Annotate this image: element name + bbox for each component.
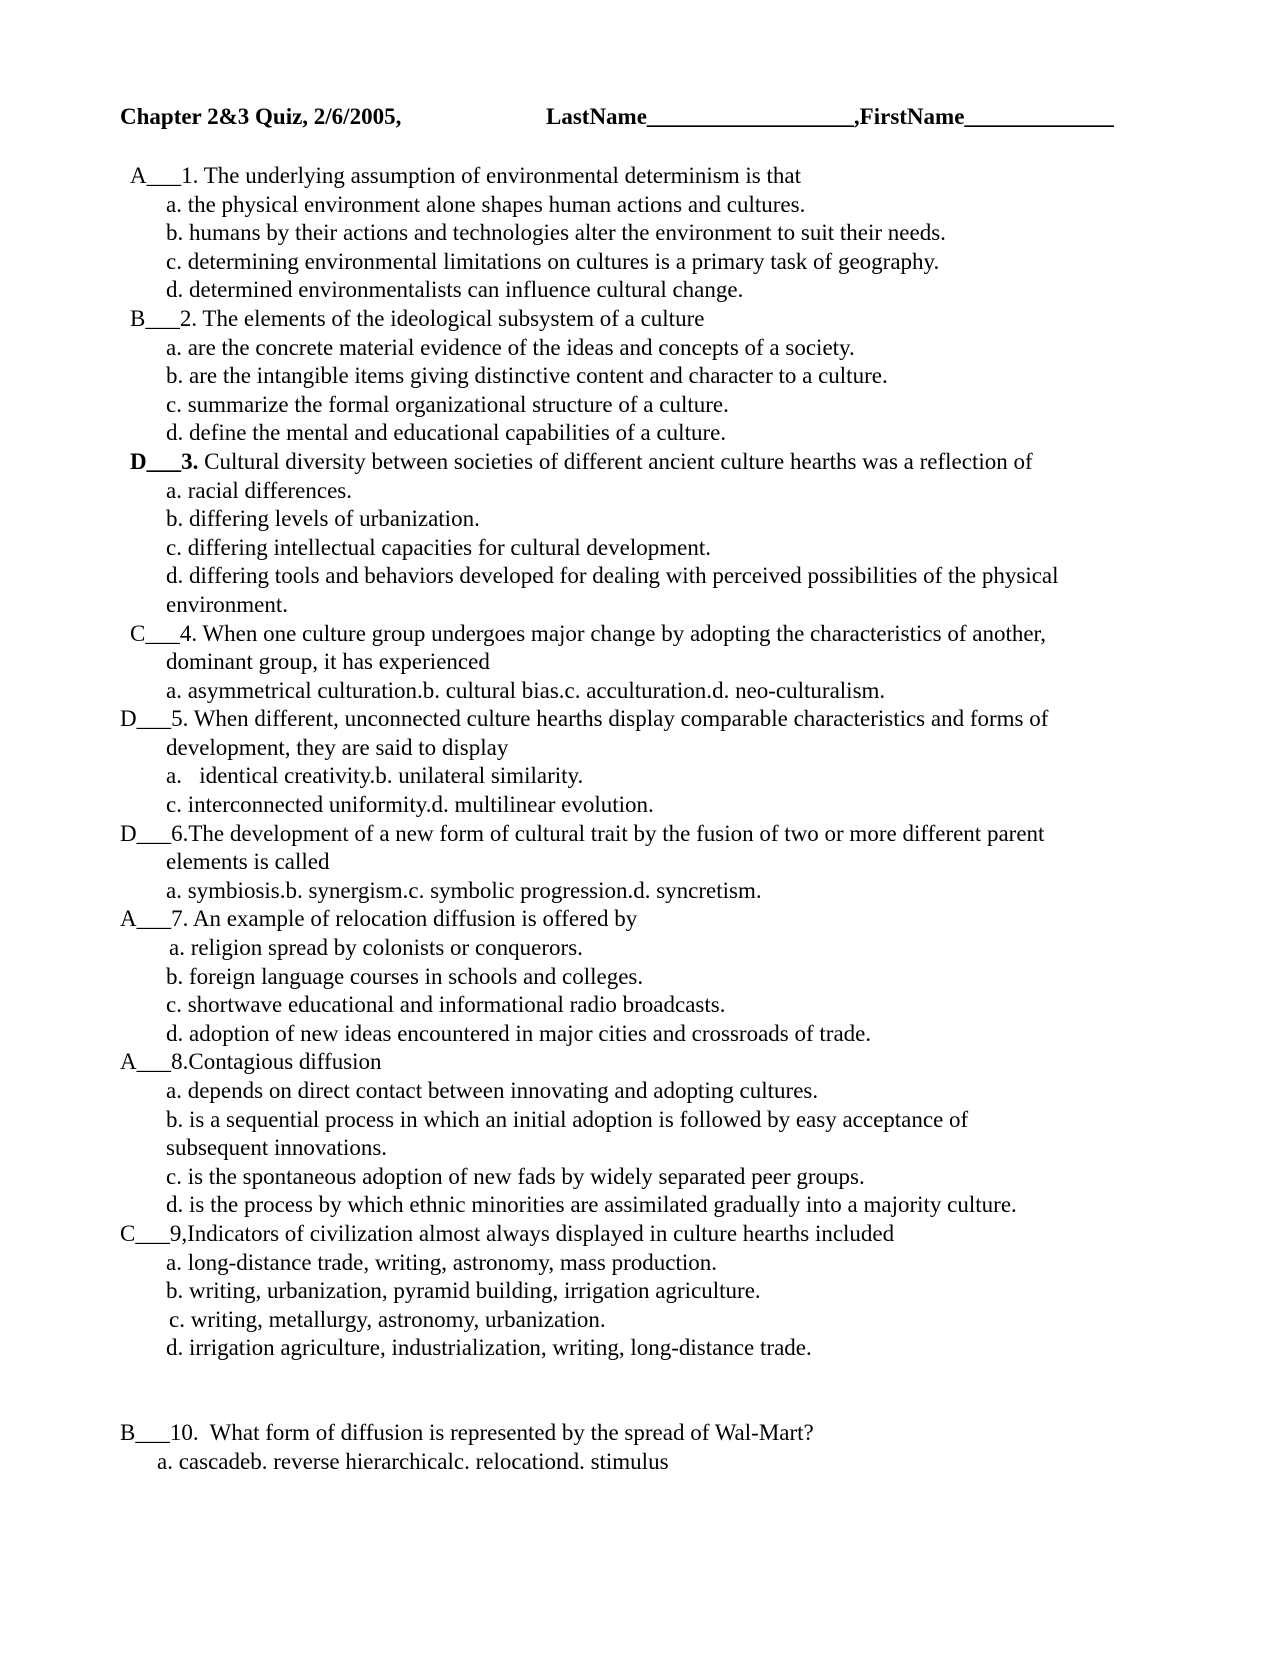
question-stem-continuation: dominant group, it has experienced (166, 649, 490, 675)
option: d. irrigation agriculture, industrialization, writing, long-distance trade. (166, 1335, 812, 1361)
question-text: 5. When different, unconnected culture hearths display comparable characteristics and forms of (171, 706, 1049, 732)
question-stem (120, 162, 1200, 191)
question-9 (120, 1220, 1200, 1363)
question-3 (120, 448, 1200, 620)
option: c. acculturation. (564, 677, 713, 703)
option: a. symbiosis. (166, 877, 286, 903)
option: a. religion spread by colonists or conquerors. (169, 935, 583, 961)
option: a. the physical environment alone shapes human actions and cultures. (166, 191, 806, 217)
question-5 (120, 705, 1200, 819)
question-stem (120, 448, 1200, 477)
option: b. synergism. (285, 877, 409, 903)
option-row (120, 762, 1200, 791)
answer-mark: D___ (120, 820, 172, 846)
option: b. unilateral similarity. (375, 763, 584, 789)
option-row (120, 877, 1200, 906)
option: c. shortwave educational and informational radio broadcasts. (166, 992, 726, 1018)
question-text: 4. When one culture group undergoes major change by adopting the characteristics of another, (179, 620, 1047, 646)
option-row (120, 791, 1200, 820)
answer-mark: A___ (120, 906, 172, 932)
option: b. foreign language courses in schools and colleges. (166, 963, 644, 989)
option: c. writing, metallurgy, astronomy, urbanization. (169, 1306, 606, 1332)
question-text: 9,Indicators of civilization almost always displayed in culture hearths included (169, 1220, 895, 1246)
option-continuation: environment. (166, 591, 288, 617)
option: d. determined environmentalists can influence cultural change. (166, 277, 744, 303)
question-10 (120, 1419, 1200, 1476)
answer-mark: D___ (120, 706, 172, 732)
answer-mark: B___ (130, 305, 180, 331)
question-7 (120, 905, 1200, 1048)
option: a. cascade (157, 1448, 251, 1474)
quiz-title: Chapter 2&3 Quiz, 2/6/2005, (120, 104, 402, 129)
question-stem (120, 1220, 1200, 1249)
option: c. is the spontaneous adoption of new fads by widely separated peer groups. (166, 1163, 865, 1189)
question-8 (120, 1048, 1200, 1220)
question-6 (120, 820, 1200, 906)
question-stem (120, 1048, 1200, 1077)
option: c. determining environmental limitations on cultures is a primary task of geography. (166, 248, 940, 274)
question-stem-continuation: development, they are said to display (166, 734, 509, 760)
option: b. is a sequential process in which an initial adoption is followed by easy acceptance of (166, 1106, 969, 1132)
answer-mark: B___ (120, 1419, 170, 1445)
question-text: 2. The elements of the ideological subsystem of a culture (179, 305, 705, 331)
option: b. writing, urbanization, pyramid building, irrigation agriculture. (166, 1278, 761, 1304)
option: b. cultural bias. (422, 677, 565, 703)
option: d. syncretism. (633, 877, 762, 903)
option: d. neo-culturalism. (712, 677, 886, 703)
option-row (120, 677, 1200, 706)
question-text: 8.Contagious diffusion (171, 1049, 382, 1075)
answer-mark: A___ (120, 1049, 172, 1075)
option: c. differing intellectual capacities for cultural development. (166, 534, 711, 560)
option: d. differing tools and behaviors developed for dealing with perceived possibilities of the physical (166, 563, 1059, 589)
option: a. racial differences. (166, 477, 353, 503)
question-list (120, 162, 1200, 1476)
question-number: 3. (181, 448, 199, 474)
option: d. adoption of new ideas encountered in major cities and crossroads of trade. (166, 1020, 872, 1046)
question-text: 6.The development of a new form of cultural trait by the fusion of two or more different parent (171, 820, 1045, 846)
question-stem (120, 905, 1200, 934)
question-stem (120, 1419, 1200, 1448)
question-1 (120, 162, 1200, 305)
question-stem (120, 620, 1200, 649)
option: a. are the concrete material evidence of the ideas and concepts of a society. (166, 334, 855, 360)
blank-space (120, 1363, 1200, 1419)
option: a. asymmetrical culturation. (166, 677, 423, 703)
option: b. reverse hierarchical (250, 1448, 454, 1474)
option: c. symbolic progression. (408, 877, 634, 903)
answer-mark: A___ (130, 163, 182, 188)
answer-mark: D___ (130, 448, 182, 474)
option-continuation: subsequent innovations. (166, 1135, 388, 1161)
option: d. is the process by which ethnic minorities are assimilated gradually into a majority culture. (166, 1192, 1017, 1218)
option: d. stimulus (567, 1448, 669, 1474)
question-2 (120, 305, 1200, 448)
option: a. identical creativity. (166, 763, 376, 789)
option: b. are the intangible items giving distinctive content and character to a culture. (166, 363, 888, 389)
option-row (120, 1448, 1200, 1477)
question-stem (120, 820, 1200, 849)
question-4 (120, 620, 1200, 706)
name-fields: LastName__________________,FirstName_____________ (546, 104, 1114, 129)
option: b. differing levels of urbanization. (166, 506, 480, 532)
option: b. humans by their actions and technologies alter the environment to suit their needs. (166, 220, 946, 246)
option: c. summarize the formal organizational structure of a culture. (166, 391, 729, 417)
question-text: 7. An example of relocation diffusion is offered by (171, 906, 638, 932)
option: d. multilinear evolution. (431, 792, 654, 818)
option: a. depends on direct contact between innovating and adopting cultures. (166, 1078, 819, 1103)
option: d. define the mental and educational capabilities of a culture. (166, 420, 727, 446)
answer-mark: C___ (120, 1220, 170, 1246)
question-text: Cultural diversity between societies of different ancient culture hearths was a reflection of (198, 448, 1033, 474)
question-stem (120, 705, 1200, 734)
answer-mark: C___ (130, 620, 180, 646)
option: c. relocation (453, 1448, 568, 1474)
question-text: 1. The underlying assumption of environmental determinism is that (181, 163, 801, 188)
option: c. interconnected uniformity. (166, 792, 432, 818)
question-text: 10. What form of diffusion is represented by the spread of Wal-Mart? (169, 1419, 814, 1445)
option: a. long-distance trade, writing, astronomy, mass production. (166, 1249, 718, 1275)
question-stem-continuation: elements is called (166, 849, 330, 875)
question-stem (120, 305, 1200, 334)
